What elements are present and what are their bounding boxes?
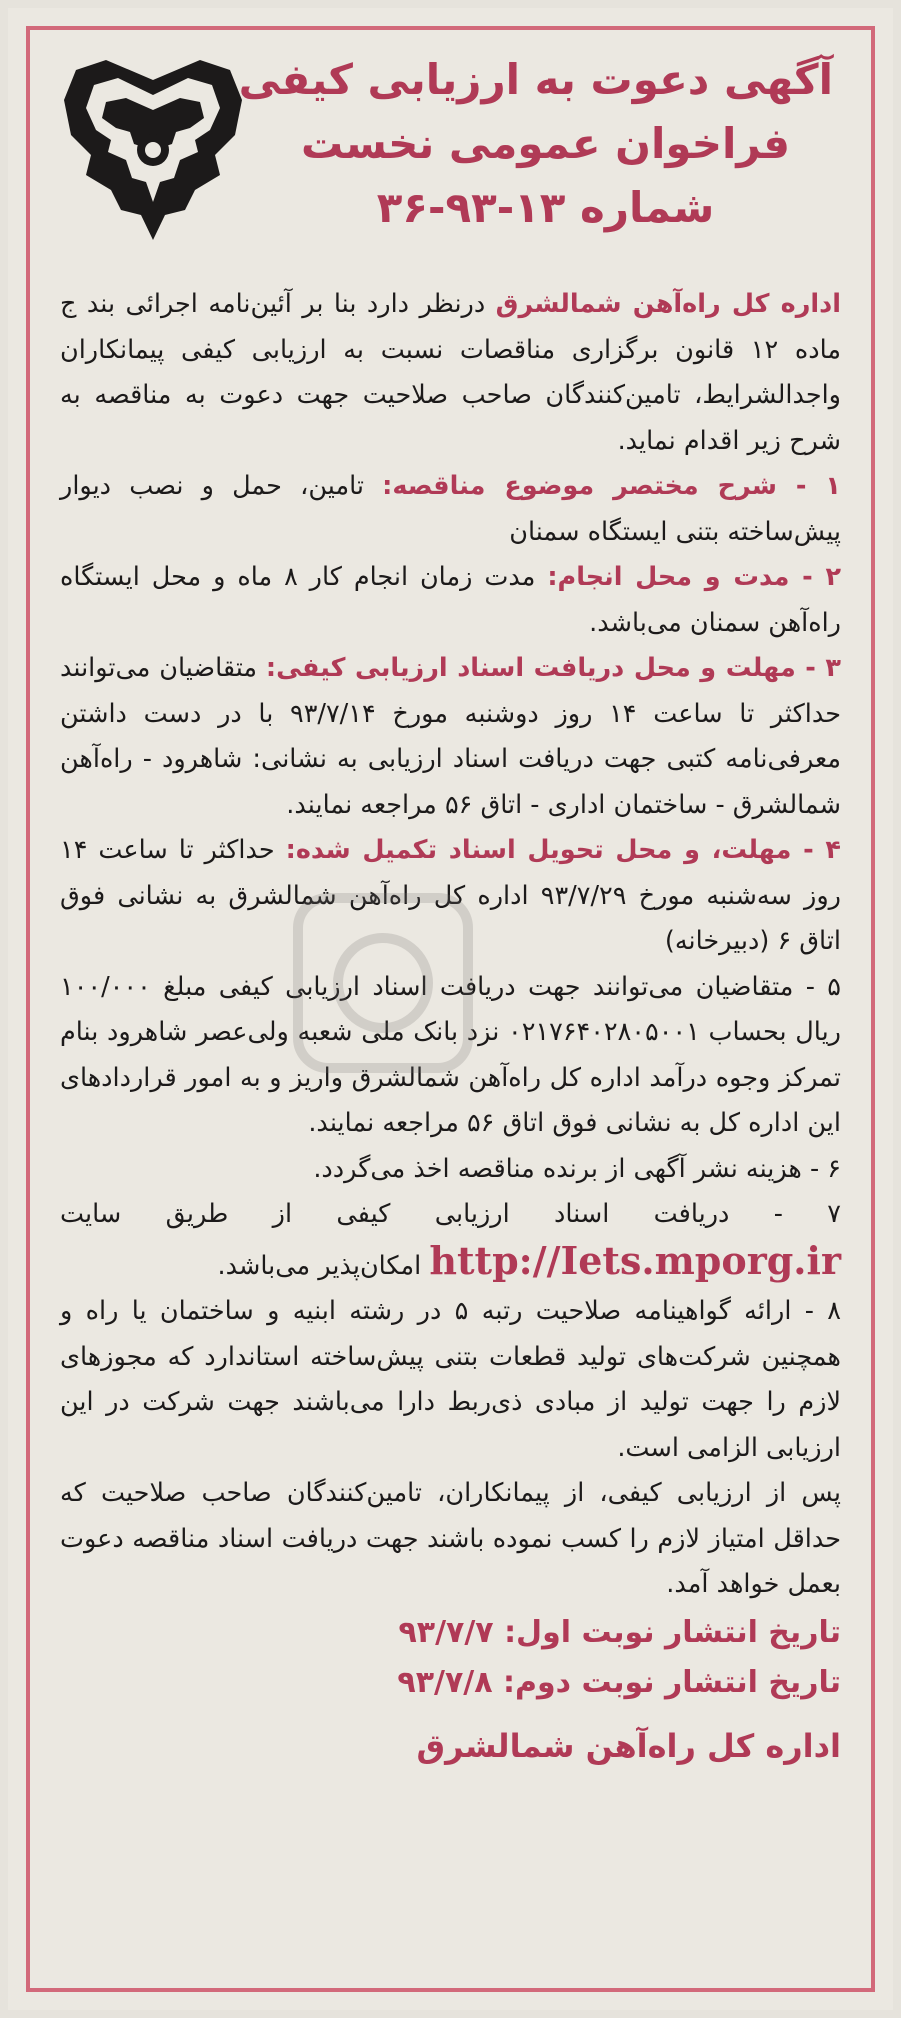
- first-date-value: ۹۳/۷/۷: [398, 1614, 494, 1650]
- item-4-text: حداکثر تا ساعت ۱۴ روز سه‌شنبه مورخ ۹۳/۷/۲۹ اداره کل راه‌آهن شمالشرق به نشانی فوق اتاق ۶ (دبیرخانه): [60, 835, 841, 956]
- item-3-label: ۳ - مهلت و محل دریافت اسناد ارزیابی کیفی:: [265, 653, 841, 683]
- item-5: ۵ - متقاضیان می‌توانند جهت دریافت اسناد ارزیابی کیفی مبلغ ۱۰۰/۰۰۰ ریال بحساب ۰۲۱۷۶۴۰۲۸۰۵۰۰۱ نزد بانک ملی شعبه ولی‌عصر شاهرود بنام تمرکز وجوه درآمد اداره کل راه‌آهن شمالشرق واریز و به امور قراردادهای این اداره کل به نشانی فوق اتاق ۵۶ مراجعه نمایند.: [60, 971, 841, 1138]
- item-7: [60, 1192, 841, 1289]
- notice-subtitle: فراخوان عمومی نخست: [300, 119, 791, 168]
- item-3-text: متقاضیان می‌توانند حداکثر تا ساعت ۱۴ روز دوشنبه مورخ ۹۳/۷/۱۴ با در دست داشتن معرفی‌نامه کتبی جهت دریافت اسناد ارزیابی به نشانی: شاهرود - راه‌آهن شمالشرق - ساختمان اداری - اتاق ۵۶ مراجعه نمایند.: [60, 653, 841, 820]
- item-1-label: ۱ - شرح مختصر موضوع مناقصه:: [382, 471, 841, 501]
- item-4: [60, 828, 841, 965]
- item-6: ۶ - هزینه نشر آگهی از برنده مناقصه اخذ می‌گردد.: [313, 1153, 841, 1184]
- notice-title: آگهی دعوت به ارزیابی کیفی: [238, 55, 833, 104]
- issuer-signature: اداره کل راه‌آهن شمالشرق: [416, 1726, 841, 1765]
- first-publication-date: [60, 1608, 841, 1658]
- item-3: [60, 646, 841, 828]
- item-2-text: مدت زمان انجام کار ۸ ماه و محل ایستگاه راه‌آهن سمنان می‌باشد.: [60, 562, 841, 638]
- item-1-text: تامین، حمل و نصب دیوار پیش‌ساخته بتنی ایستگاه سمنان: [60, 471, 841, 547]
- item-2-label: ۲ - مدت و محل انجام:: [547, 562, 842, 592]
- website-link[interactable]: http://Iets.mporg.ir: [429, 1237, 841, 1283]
- item-2: [60, 555, 841, 646]
- notice-sheet: [8, 8, 893, 2010]
- second-date-label: تاریخ انتشار نوبت دوم:: [503, 1664, 841, 1700]
- item-7-tail: امکان‌پذیر می‌باشد.: [217, 1250, 430, 1281]
- intro-paragraph: [60, 282, 841, 464]
- winged-emblem-icon: [46, 40, 261, 260]
- second-date-value: ۹۳/۷/۸: [397, 1664, 493, 1700]
- notice-number: شماره ۱۳-۹۳-۳۶: [376, 183, 715, 232]
- second-publication-date: [60, 1658, 841, 1708]
- closing-paragraph: پس از ارزیابی کیفی، از پیمانکاران، تامین‌کنندگان صاحب صلاحیت که حداقل امتیاز لازم را کسب نموده باشند جهت دریافت اسناد مناقصه دعوت بعمل خواهد آمد.: [60, 1478, 841, 1599]
- first-date-label: تاریخ انتشار نوبت اول:: [504, 1614, 841, 1650]
- notice-header: [238, 48, 833, 240]
- intro-org: اداره کل راه‌آهن شمالشرق: [495, 289, 841, 319]
- item-8: ۸ - ارائه گواهینامه صلاحیت رتبه ۵ در رشته ابنیه و ساختمان یا راه و همچنین شرکت‌های تولید قطعات بتنی پیش‌ساخته استاندارد که مجوزهای لازم را جهت تولید از مبادی ذی‌ربط دارا می‌باشند جهت شرکت در این ارزیابی الزامی است.: [60, 1296, 841, 1463]
- item-7-text: ۷ - دریافت اسناد ارزیابی کیفی از طریق سایت: [60, 1199, 841, 1229]
- item-1: [60, 464, 841, 555]
- intro-text: درنظر دارد بنا بر آئین‌نامه اجرائی بند ج ماده ۱۲ قانون برگزاری مناقصات نسبت به ارزیابی کیفی پیمانکاران واجدالشرایط، تامین‌کنندگان صاحب صلاحیت جهت دعوت به مناقصه به شرح زیر اقدام نماید.: [60, 289, 842, 456]
- item-4-label: ۴ - مهلت، و محل تحویل اسناد تکمیل شده:: [285, 835, 841, 865]
- notice-body: [60, 282, 841, 1776]
